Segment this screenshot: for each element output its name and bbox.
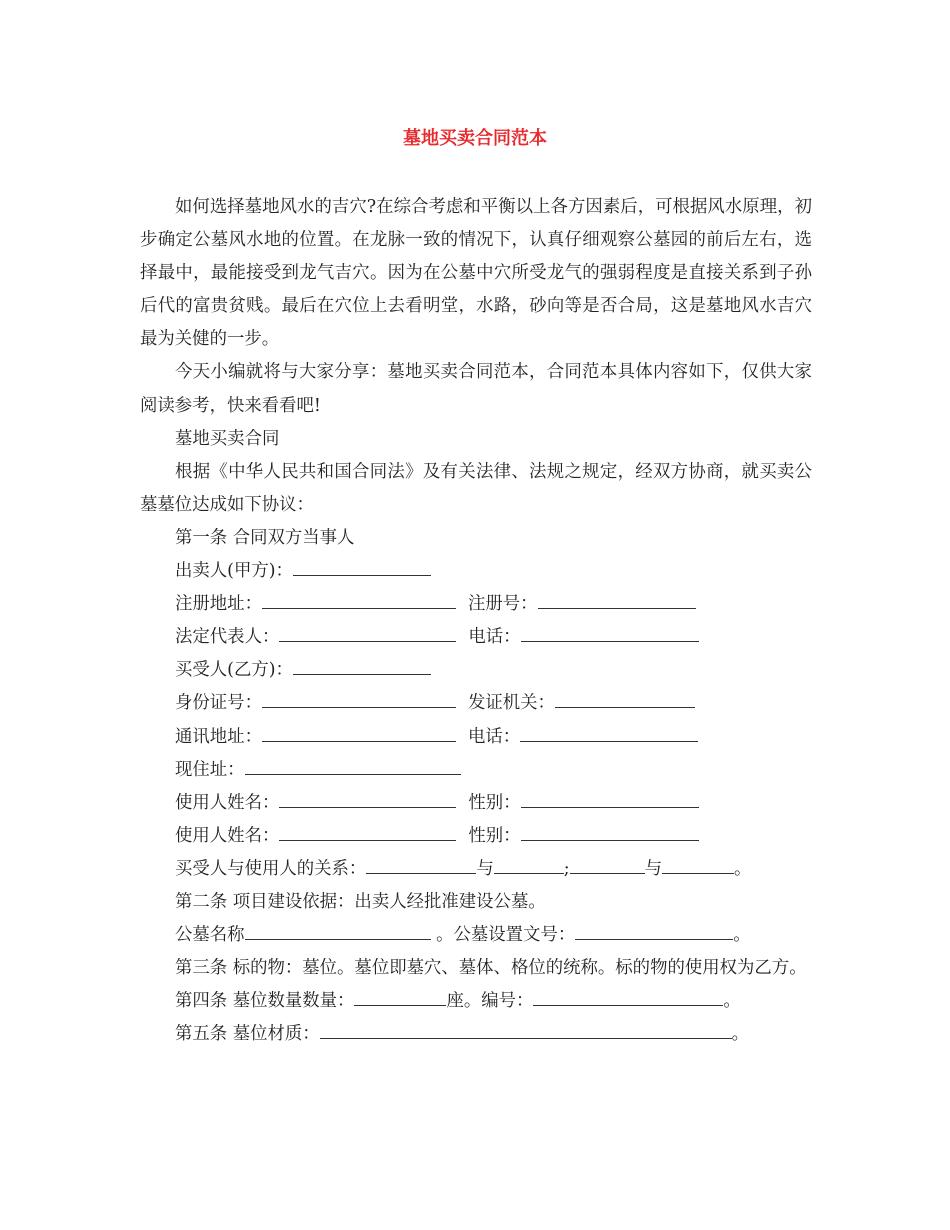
user-row-2 xyxy=(175,820,812,853)
reg-row xyxy=(175,588,812,621)
cemetery-name-label: 公墓名称 xyxy=(175,925,245,946)
gender-label-1: 性别： xyxy=(468,792,521,813)
material-blank[interactable] xyxy=(320,1018,732,1039)
legal-rep-label: 法定代表人： xyxy=(175,627,280,648)
user-name-blank-1[interactable] xyxy=(279,787,456,808)
mail-address-blank[interactable] xyxy=(262,721,456,742)
article-4-label: 第四条 墓位数量数量： xyxy=(175,991,355,1012)
user-name-label-1: 使用人姓名： xyxy=(175,792,280,813)
and-text-1: 与 xyxy=(476,858,494,879)
mail-row xyxy=(175,721,812,754)
article-1: 第一条 合同双方当事人 xyxy=(175,527,355,548)
article-3: 第三条 标的物：墓位。墓位即墓穴、墓体、格位的统称。标的物的使用权为乙方。 xyxy=(175,958,807,979)
id-no-label: 身份证号： xyxy=(175,693,262,714)
relation-blank-2[interactable] xyxy=(494,853,564,874)
cemetery-period: 。 xyxy=(733,925,751,946)
gender-blank-2[interactable] xyxy=(521,820,699,841)
buyer-row xyxy=(175,654,812,687)
phone-label-2: 电话： xyxy=(467,726,521,747)
article-4-row xyxy=(175,985,812,1018)
current-address-row xyxy=(175,754,812,787)
seller-blank[interactable] xyxy=(293,555,431,576)
issuer-blank[interactable] xyxy=(555,687,695,708)
seller-row xyxy=(175,555,812,588)
relation-blank-4[interactable] xyxy=(662,853,734,874)
id-no-blank[interactable] xyxy=(262,687,456,708)
mail-address-label: 通讯地址： xyxy=(175,726,262,747)
article-2: 第二条 项目建设依据：出卖人经批准建设公墓。 xyxy=(175,891,546,912)
phone-blank-1[interactable] xyxy=(521,621,699,642)
reg-address-blank[interactable] xyxy=(262,588,456,609)
article-4-unit: 座。编号： xyxy=(446,991,534,1012)
number-blank[interactable] xyxy=(533,985,723,1006)
current-address-label: 现住址： xyxy=(175,759,245,780)
quantity-blank[interactable] xyxy=(354,985,446,1006)
cemetery-name-blank[interactable] xyxy=(245,919,431,940)
and-text-2: 与 xyxy=(644,858,662,879)
legal-rep-blank[interactable] xyxy=(279,621,456,642)
relation-row xyxy=(175,853,812,886)
id-row xyxy=(175,687,812,720)
gender-label-2: 性别： xyxy=(468,825,521,846)
cemetery-doc-blank[interactable] xyxy=(575,919,733,940)
gender-blank-1[interactable] xyxy=(521,787,699,808)
article-5-row xyxy=(175,1018,812,1051)
article-4-period: 。 xyxy=(723,991,741,1012)
user-name-label-2: 使用人姓名： xyxy=(175,825,280,846)
reg-address-label: 注册地址： xyxy=(175,594,262,615)
intro-paragraph-1: 如何选择墓地风水的吉穴?在综合考虑和平衡以上各方因素后，可根据风水原理，初步确定公墓风水地的位置。在龙脉一致的情况下，认真仔细观察公墓园的前后左右，选择最中，最能接受到龙气吉穴。因为在公墓中穴所受龙气的强弱程度是直接关系到子孙后代的富贵贫贱。最后在穴位上去看明堂，水路，砂向等是否合局，这是墓地风水吉穴最为关健的一步。 xyxy=(140,197,812,350)
buyer-blank[interactable] xyxy=(293,654,431,675)
preamble: 根据《中华人民共和国合同法》及有关法律、法规之规定，经双方协商，就买卖公墓墓位达成如下协议： xyxy=(140,461,812,515)
intro-paragraph-2: 今天小编就将与大家分享：墓地买卖合同范本，合同范本具体内容如下，仅供大家阅读参考，快来看看吧! xyxy=(140,362,812,416)
contract-heading: 墓地买卖合同 xyxy=(175,428,280,449)
relation-blank-3[interactable] xyxy=(570,853,645,874)
article-5-period: 。 xyxy=(731,1024,750,1045)
current-address-blank[interactable] xyxy=(245,754,461,775)
relation-period: 。 xyxy=(733,858,752,879)
phone-blank-2[interactable] xyxy=(520,721,698,742)
issuer-label: 发证机关： xyxy=(467,693,555,714)
relation-label: 买受人与使用人的关系： xyxy=(175,858,367,879)
cemetery-row xyxy=(175,919,812,952)
user-name-blank-2[interactable] xyxy=(279,820,456,841)
buyer-label: 买受人(乙方)： xyxy=(175,660,293,681)
article-5-label: 第五条 墓位材质： xyxy=(175,1024,320,1045)
phone-label-1: 电话： xyxy=(468,627,521,648)
document-title: 墓地买卖合同范本 xyxy=(403,128,547,149)
reg-no-blank[interactable] xyxy=(538,588,696,609)
cemetery-doc-label: 。公墓设置文号： xyxy=(430,925,576,946)
seller-label: 出卖人(甲方)： xyxy=(175,561,293,582)
relation-blank-1[interactable] xyxy=(366,853,476,874)
document-body xyxy=(140,191,812,1051)
semicolon-text: ; xyxy=(563,858,570,879)
legal-rep-row xyxy=(175,621,812,654)
reg-no-label: 注册号： xyxy=(467,594,538,615)
user-row-1 xyxy=(175,787,812,820)
